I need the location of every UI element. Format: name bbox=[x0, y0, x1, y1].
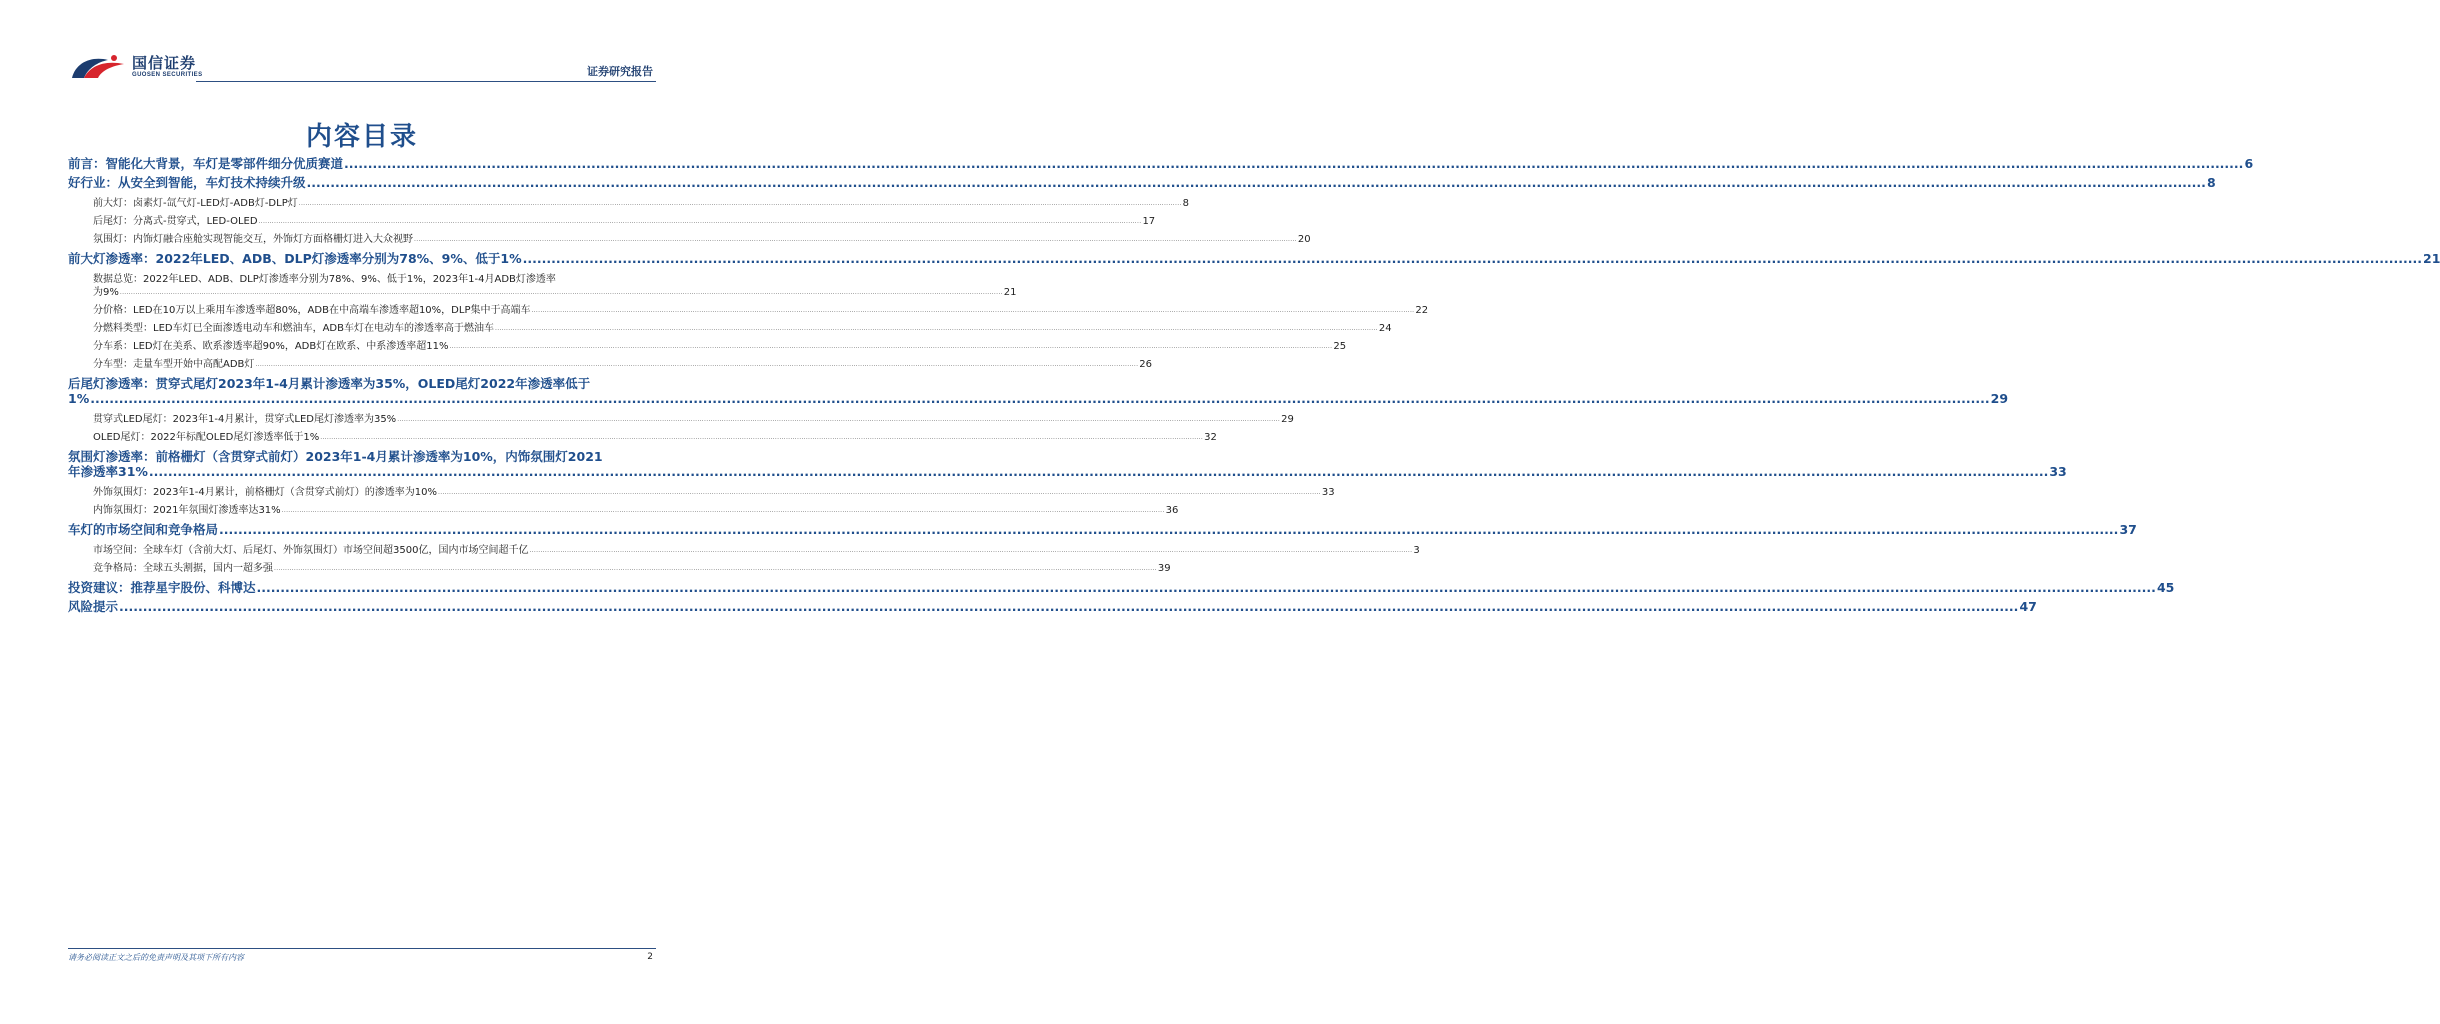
toc-page-number: 26 bbox=[1139, 359, 1153, 370]
toc-entry-section[interactable] bbox=[68, 580, 2175, 595]
toc-page-number: 33 bbox=[2049, 464, 2067, 479]
toc-page-number: 33 bbox=[1321, 487, 1335, 498]
page-header bbox=[0, 0, 724, 90]
toc-page-number: 8 bbox=[2206, 175, 2216, 190]
toc-entry-subsection[interactable] bbox=[68, 304, 1429, 317]
toc-leader-dots: ................................................................................................................................................................................................................................................................................................................................................................................................................ bbox=[344, 156, 2244, 171]
toc-leader-dots: ................................................................................................................................................................................................................................................................................................................................................................................................................ bbox=[90, 391, 1990, 406]
toc-leader-dots: ................................................................................................................................................................................................................................................................................................................................................................................................................ bbox=[256, 580, 2156, 595]
footer-disclaimer: 请务必阅读正文之后的免责声明及其项下所有内容 bbox=[68, 953, 244, 962]
toc-page-number: 47 bbox=[2019, 599, 2037, 614]
toc-entry-section[interactable] bbox=[68, 156, 2254, 171]
toc-leader-dots: ................................................................................................................................................................................................................................................................................................................................................................................................................ bbox=[414, 236, 1297, 243]
toc-entry-text: 投资建议：推荐星宇股份、科博达 bbox=[68, 580, 256, 595]
toc-leader-dots: ................................................................................................................................................................................................................................................................................................................................................................................................................ bbox=[298, 200, 1182, 207]
toc-leader-dots: ................................................................................................................................................................................................................................................................................................................................................................................................................ bbox=[306, 175, 2206, 190]
toc-entry-subsection[interactable] bbox=[68, 322, 1392, 335]
toc-entry-text-continued: 为9% bbox=[93, 287, 119, 298]
toc-page-number: 37 bbox=[2119, 522, 2137, 537]
toc-entry-text: 风险提示 bbox=[68, 599, 119, 614]
toc-entry-text: 前大灯渗透率：2022年LED、ADB、DLP灯渗透率分别为78%、9%、低于1% bbox=[68, 251, 522, 266]
toc-entry-subsection[interactable] bbox=[68, 544, 1420, 557]
toc-leader-dots: ................................................................................................................................................................................................................................................................................................................................................................................................................ bbox=[274, 565, 1157, 572]
toc-entry-text: 后尾灯渗透率：贯穿式尾灯2023年1-4月累计渗透率为35%，OLED尾灯2022年渗透率低于 bbox=[68, 376, 591, 391]
toc-leader-dots: ................................................................................................................................................................................................................................................................................................................................................................................................................ bbox=[119, 289, 1003, 296]
toc-page-number: 17 bbox=[1142, 216, 1156, 227]
toc-entry-subsection[interactable] bbox=[68, 431, 1217, 444]
toc-leader-dots: ................................................................................................................................................................................................................................................................................................................................................................................................................ bbox=[258, 218, 1142, 225]
toc-leader-dots: ................................................................................................................................................................................................................................................................................................................................................................................................................ bbox=[320, 434, 1204, 441]
toc-entry-text: 分车系：LED灯在美系、欧系渗透率超90%，ADB灯在欧系、中系渗透率超11% bbox=[93, 341, 449, 352]
toc-leader-dots: ................................................................................................................................................................................................................................................................................................................................................................................................................ bbox=[397, 416, 1281, 423]
toc-entry-section[interactable] bbox=[68, 376, 2009, 406]
toc-entry-text: 分车型：走量车型开始中高配ADB灯 bbox=[93, 359, 255, 370]
toc-entry-subsection[interactable] bbox=[68, 486, 1335, 499]
guosen-logo-icon bbox=[68, 52, 128, 82]
toc-entry-subsection[interactable] bbox=[68, 504, 1179, 517]
toc-page-number: 25 bbox=[1333, 341, 1347, 352]
toc-entry-text: 分燃料类型：LED车灯已全面渗透电动车和燃油车，ADB车灯在电动车的渗透率高于燃油车 bbox=[93, 323, 494, 334]
toc-entry-text: 车灯的市场空间和竞争格局 bbox=[68, 522, 219, 537]
toc-page-number: 32 bbox=[1204, 432, 1217, 443]
toc-leader-dots: ................................................................................................................................................................................................................................................................................................................................................................................................................ bbox=[531, 307, 1415, 314]
toc-entry-subsection[interactable] bbox=[68, 197, 1189, 210]
toc-entry-subsection[interactable] bbox=[68, 233, 1311, 246]
toc-page-number: 29 bbox=[1281, 414, 1294, 425]
toc-page-number: 20 bbox=[1297, 234, 1311, 245]
toc-page-number: 8 bbox=[1182, 198, 1189, 209]
toc-entry-subsection[interactable] bbox=[68, 358, 1153, 371]
toc-entry-text: 竞争格局：全球五头割据，国内一超多强 bbox=[93, 563, 273, 574]
toc-entry-text-continued: 年渗透率31% bbox=[68, 464, 148, 479]
toc-entry-text: 市场空间：全球车灯（含前大灯、后尾灯、外饰氛围灯）市场空间超3500亿，国内市场空间超千亿 bbox=[93, 545, 529, 556]
report-type-label: 证券研究报告 bbox=[587, 65, 653, 78]
toc-leader-dots: ................................................................................................................................................................................................................................................................................................................................................................................................................ bbox=[449, 343, 1333, 350]
toc-entry-text: 好行业：从安全到智能，车灯技术持续升级 bbox=[68, 175, 306, 190]
toc-page-number: 24 bbox=[1378, 323, 1392, 334]
toc-leader-dots: ................................................................................................................................................................................................................................................................................................................................................................................................................ bbox=[148, 464, 2049, 479]
toc-entry-text: 贯穿式LED尾灯：2023年1-4月累计，贯穿式LED尾灯渗透率为35% bbox=[93, 414, 397, 425]
toc-entry-subsection[interactable] bbox=[68, 562, 1171, 575]
toc-entry-text: 前大灯：卤素灯-氙气灯-LED灯-ADB灯-DLP灯 bbox=[93, 198, 298, 209]
toc-entry-section[interactable] bbox=[68, 599, 2037, 614]
page-title: 内容目录 bbox=[305, 122, 418, 152]
toc-entry-section[interactable] bbox=[68, 522, 2137, 537]
toc-entry-text: 氛围灯渗透率：前格栅灯（含贯穿式前灯）2023年1-4月累计渗透率为10%，内饰氛围灯2021 bbox=[68, 449, 603, 464]
toc-leader-dots: ................................................................................................................................................................................................................................................................................................................................................................................................................ bbox=[219, 522, 2119, 537]
footer-divider bbox=[68, 948, 656, 949]
toc-leader-dots: ................................................................................................................................................................................................................................................................................................................................................................................................................ bbox=[438, 489, 1321, 496]
toc-entry-text: 内饰氛围灯：2021年氛围灯渗透率达31% bbox=[93, 505, 281, 516]
toc-entry-section[interactable] bbox=[68, 449, 2067, 479]
toc-entry-text: 后尾灯：分离式-贯穿式，LED-OLED bbox=[93, 216, 258, 227]
header-divider bbox=[196, 81, 656, 82]
toc-leader-dots: ................................................................................................................................................................................................................................................................................................................................................................................................................ bbox=[119, 599, 2019, 614]
footer-page-number: 2 bbox=[647, 952, 653, 962]
toc-leader-dots: ................................................................................................................................................................................................................................................................................................................................................................................................................ bbox=[522, 251, 2423, 266]
toc-entry-text: OLED尾灯：2022年标配OLED尾灯渗透率低于1% bbox=[93, 432, 320, 443]
toc-entry-text: 分价格：LED在10万以上乘用车渗透率超80%，ADB在中高端车渗透率超10%，DLP集中于高端车 bbox=[93, 305, 531, 316]
toc-entry-section[interactable] bbox=[68, 175, 2216, 190]
toc-entry-text: 氛围灯：内饰灯融合座舱实现智能交互，外饰灯方面格栅灯进入大众视野 bbox=[93, 234, 413, 245]
toc-entry-subsection[interactable] bbox=[68, 413, 1294, 426]
toc-page-number: 6 bbox=[2244, 156, 2254, 171]
toc-leader-dots: ................................................................................................................................................................................................................................................................................................................................................................................................................ bbox=[255, 361, 1139, 368]
toc-entry-subsection[interactable] bbox=[68, 273, 1017, 299]
toc-page-number: 45 bbox=[2156, 580, 2175, 595]
brand-name-en: GUOSEN SECURITIES bbox=[132, 72, 203, 78]
toc-leader-dots: ................................................................................................................................................................................................................................................................................................................................................................................................................ bbox=[529, 547, 1413, 554]
toc-page-number: 3 bbox=[1413, 545, 1420, 556]
toc-leader-dots: ................................................................................................................................................................................................................................................................................................................................................................................................................ bbox=[495, 325, 1378, 332]
toc-entry-text: 数据总览：2022年LED、ADB、DLP灯渗透率分别为78%、9%、低于1%，2023年1-4月ADB灯渗透率 bbox=[93, 274, 556, 285]
toc-entry-text: 外饰氛围灯：2023年1-4月累计，前格栅灯（含贯穿式前灯）的渗透率为10% bbox=[93, 487, 438, 498]
table-of-contents bbox=[68, 152, 2440, 617]
brand-name-cn: 国信证券 bbox=[132, 54, 197, 72]
toc-page-number: 21 bbox=[2423, 251, 2440, 266]
toc-entry-subsection[interactable] bbox=[68, 215, 1156, 228]
toc-page-number: 36 bbox=[1165, 505, 1179, 516]
toc-entry-text: 前言：智能化大背景，车灯是零部件细分优质赛道 bbox=[68, 156, 344, 171]
toc-page-number: 39 bbox=[1157, 563, 1171, 574]
toc-leader-dots: ................................................................................................................................................................................................................................................................................................................................................................................................................ bbox=[281, 507, 1165, 514]
toc-page-number: 29 bbox=[1990, 391, 2009, 406]
toc-entry-section[interactable] bbox=[68, 251, 2440, 266]
toc-entry-subsection[interactable] bbox=[68, 340, 1347, 353]
toc-page-number: 22 bbox=[1415, 305, 1429, 316]
toc-page-number: 21 bbox=[1003, 287, 1017, 298]
toc-entry-text-continued: 1% bbox=[68, 391, 90, 406]
